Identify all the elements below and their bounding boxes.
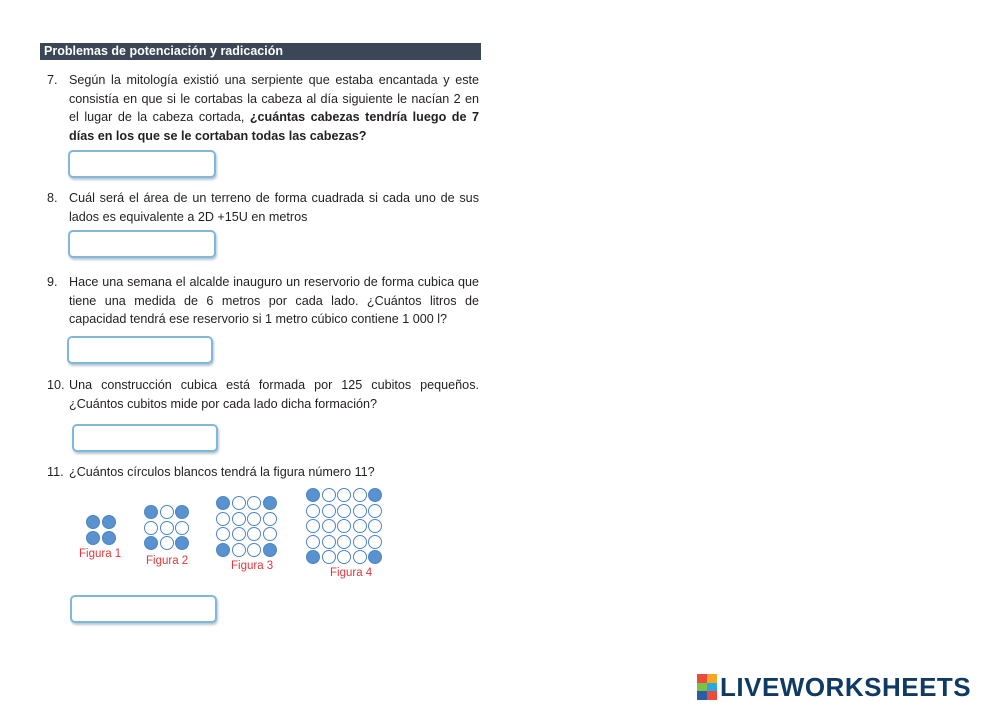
- question-number: 7.: [47, 73, 58, 87]
- white-circle: [306, 519, 320, 533]
- white-circle: [353, 519, 367, 533]
- white-circle: [306, 535, 320, 549]
- white-circle: [322, 504, 336, 518]
- blue-circle: [216, 543, 230, 557]
- figure-4-label: Figura 4: [330, 567, 373, 579]
- figure-3: [216, 496, 278, 558]
- white-circle: [353, 550, 367, 564]
- blue-circle: [175, 505, 189, 519]
- question-number: 9.: [47, 275, 58, 289]
- question-text: Una construcción cubica está formada por 125 cubitos pequeños. ¿Cuántos cubitos mide por cada lado dicha formación?: [69, 378, 479, 411]
- white-circle: [216, 512, 230, 526]
- white-circle: [232, 527, 246, 541]
- question-9: [47, 273, 487, 331]
- blue-circle: [368, 550, 382, 564]
- figure-4: [306, 488, 384, 566]
- question-number: 10.: [47, 378, 65, 392]
- white-circle: [144, 521, 158, 535]
- question-text: Cuál será el área de un terreno de forma cuadrada si cada uno de sus lados es equivalente a 2D +15U en metros: [69, 191, 479, 224]
- answer-input-8[interactable]: [68, 230, 216, 258]
- white-circle: [247, 496, 261, 510]
- white-circle: [263, 512, 277, 526]
- blue-circle: [306, 488, 320, 502]
- white-circle: [247, 527, 261, 541]
- white-circle: [353, 488, 367, 502]
- answer-input-9[interactable]: [67, 336, 213, 364]
- white-circle: [232, 496, 246, 510]
- white-circle: [337, 488, 351, 502]
- white-circle: [263, 527, 277, 541]
- white-circle: [247, 543, 261, 557]
- blue-circle: [102, 531, 116, 545]
- liveworksheets-logo: [697, 672, 971, 702]
- white-circle: [368, 535, 382, 549]
- figure-2: [144, 505, 191, 552]
- white-circle: [322, 519, 336, 533]
- blue-circle: [86, 515, 100, 529]
- figure-1: [86, 515, 117, 546]
- liveworksheets-logo-icon: [697, 674, 717, 700]
- blue-circle: [368, 488, 382, 502]
- blue-circle: [144, 536, 158, 550]
- question-text: Según la mitología existió una serpiente que estaba encantada y este consistía en que si le cortabas la cabeza al día siguiente le nacían 2 en el lugar de la cabeza cortada, ¿cuántas cabezas tendría luego de 7 días en los que se le cortaban todas las cabezas?: [69, 73, 479, 143]
- white-circle: [322, 535, 336, 549]
- question-8: [47, 189, 487, 229]
- white-circle: [368, 504, 382, 518]
- white-circle: [160, 505, 174, 519]
- blue-circle: [144, 505, 158, 519]
- figure-1-label: Figura 1: [79, 548, 122, 560]
- answer-input-10[interactable]: [72, 424, 218, 452]
- white-circle: [353, 504, 367, 518]
- answer-input-11[interactable]: [70, 595, 217, 623]
- blue-circle: [175, 536, 189, 550]
- question-7: [47, 71, 487, 141]
- question-number: 11.: [47, 465, 64, 479]
- white-circle: [232, 543, 246, 557]
- figure-3-label: Figura 3: [231, 560, 274, 572]
- blue-circle: [216, 496, 230, 510]
- white-circle: [337, 535, 351, 549]
- blue-circle: [263, 496, 277, 510]
- white-circle: [337, 504, 351, 518]
- white-circle: [247, 512, 261, 526]
- white-circle: [306, 504, 320, 518]
- answer-input-7[interactable]: [68, 150, 216, 178]
- white-circle: [232, 512, 246, 526]
- question-text: ¿Cuántos círculos blancos tendrá la figura número 11?: [69, 465, 375, 479]
- white-circle: [160, 536, 174, 550]
- blue-circle: [102, 515, 116, 529]
- logo-text: LIVEWORKSHEETS: [720, 671, 972, 702]
- white-circle: [368, 519, 382, 533]
- white-circle: [160, 521, 174, 535]
- white-circle: [175, 521, 189, 535]
- figure-2-label: Figura 2: [146, 555, 189, 567]
- white-circle: [322, 488, 336, 502]
- white-circle: [337, 519, 351, 533]
- white-circle: [353, 535, 367, 549]
- question-10: [47, 376, 487, 416]
- blue-circle: [86, 531, 100, 545]
- question-number: 8.: [47, 191, 58, 205]
- section-header: Problemas de potenciación y radicación: [40, 43, 481, 60]
- white-circle: [322, 550, 336, 564]
- white-circle: [337, 550, 351, 564]
- question-11: [47, 463, 487, 483]
- blue-circle: [306, 550, 320, 564]
- question-text: Hace una semana el alcalde inauguro un reservorio de forma cubica que tiene una medida de 6 metros por cada lado. ¿Cuántos litros de capacidad tendrá ese reservorio si 1 metro cúbico contiene 1 000 l?: [69, 275, 479, 327]
- white-circle: [216, 527, 230, 541]
- blue-circle: [263, 543, 277, 557]
